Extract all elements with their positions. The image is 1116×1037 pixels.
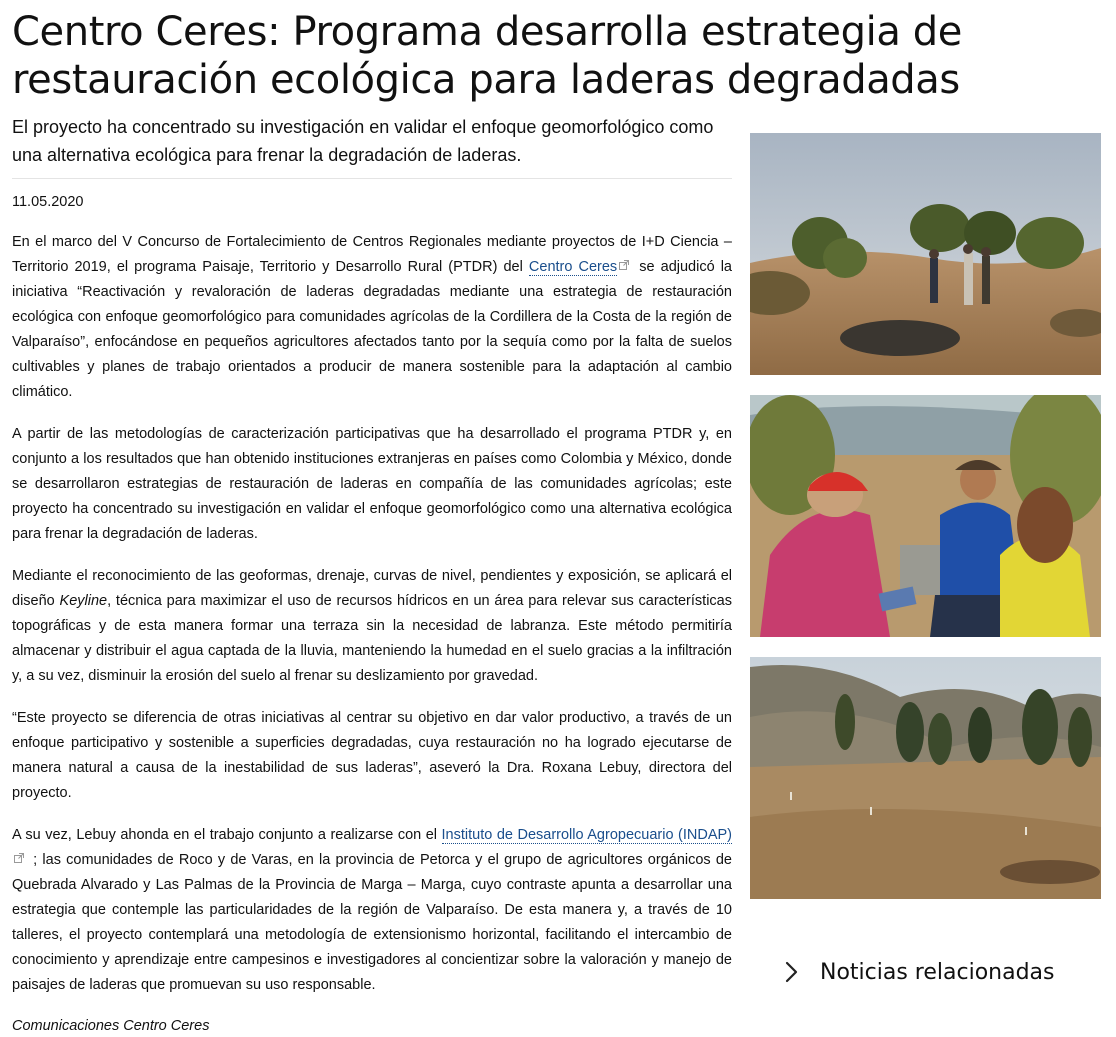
article-lead: El proyecto ha concentrado su investigación en validar el enfoque geomorfológico como una alternativa ecológica para frenar la degradación de laderas. [12, 117, 714, 165]
lead-divider [12, 178, 732, 179]
photo-valley-field[interactable] [750, 657, 1101, 899]
article-title: Centro Ceres: Programa desarrolla estrategia de restauración ecológica para laderas degradadas [12, 9, 962, 103]
photo-hillside-group[interactable] [750, 133, 1101, 375]
external-link-icon [14, 853, 24, 863]
external-link-icon [619, 260, 629, 270]
indap-link[interactable]: Instituto de Desarrollo Agropecuario (INDAP) [441, 827, 732, 843]
article-body [12, 230, 732, 1037]
paragraph-2: A partir de las metodologías de caracterización participativas que ha desarrollado el programa PTDR y, en conjunto a los resultados que han obtenido instituciones extranjeras en países como Colombia y México, donde se desarrollaron estrategias de restauración de laderas en compañía de las comunidades agrícolas; este proyecto ha concentrado su investigación en validar el enfoque geomorfológico como una alternativa ecológica para frenar la degradación de laderas. [12, 426, 732, 542]
paragraph-text: ; las comunidades de Roco y de Varas, en la provincia de Petorca y el grupo de agricultores orgánicos de Quebrada Alvarado y Las Palmas de la Provincia de Marga – Marga, cuyo contraste apunta a desarrollar una estrategia que contemple las particularidades de la región de Valparaíso. De esta manera y, a través de 10 talleres, el proyecto contemplará una metodología de extensionismo horizontal, facilitando el intercambio de conocimiento y aprendizaje entre campesinos e investigadores al concientizar sobre la valoración y manejo de paisajes de laderas que promuevan su uso responsable. [12, 852, 732, 993]
paragraph-text: En el marco del V Concurso de Fortalecimiento de Centros Regionales mediante proyectos de I+D Ciencia – Territorio 2019, el programa Paisaje, Territorio y Desarrollo Rural (PTDR) del [12, 234, 732, 275]
paragraph-3 [12, 564, 732, 689]
paragraph-text: Mediante el reconocimiento de las geoformas, drenaje, curvas de nivel, pendientes y exposición, se aplicará el diseño [12, 568, 732, 609]
article-date: 11.05.2020 [12, 194, 84, 210]
paragraph-text: , técnica para maximizar el uso de recursos hídricos en un área para relevar sus características topográficas y de esta manera formar una terraza sin la necesidad de labranza. Este método permitiría almacenar y distribuir el agua captada de la lluvia, manteniendo la humedad en el suelo gracias a la infiltración y, a su vez, disminuir la erosión del suelo al frenar su deslizamiento por gravedad. [12, 593, 732, 684]
paragraph-text: A su vez, Lebuy ahonda en el trabajo conjunto a realizarse con el [12, 827, 442, 843]
related-news-label: Noticias relacionadas [820, 959, 1055, 985]
paragraph-text: se adjudicó la iniciativa “Reactivación y revaloración de laderas degradadas mediante una estrategia de restauración ecológica con enfoque geomorfológico para comunidades agrícolas de la Cordillera de la Costa de la región de Valparaíso”, enfocándose en pequeños agricultores afectados tanto por la sequía como por la falta de suelos cultivables y planes de trabajo orientados a producir de manera sostenible para la adaptación al cambio climático. [12, 259, 732, 400]
chevron-right-icon [782, 960, 802, 984]
paragraph-5 [12, 823, 732, 998]
keyline-term: Keyline [59, 593, 108, 609]
paragraph-1 [12, 230, 732, 405]
photo-workshop-participants[interactable] [750, 395, 1101, 637]
related-news-link[interactable] [782, 955, 1055, 989]
article-signature: Comunicaciones Centro Ceres [12, 1018, 210, 1034]
paragraph-4: “Este proyecto se diferencia de otras iniciativas al centrar su objetivo en dar valor productivo, a través de un enfoque participativo y sostenible a superficies degradadas, cuya restauración no ha logrado ejecutarse de manera natural a causa de la inestabilidad de sus laderas”, aseveró la Dra. Roxana Lebuy, directora del proyecto. [12, 710, 732, 801]
centro-ceres-link[interactable]: Centro Ceres [528, 259, 618, 275]
